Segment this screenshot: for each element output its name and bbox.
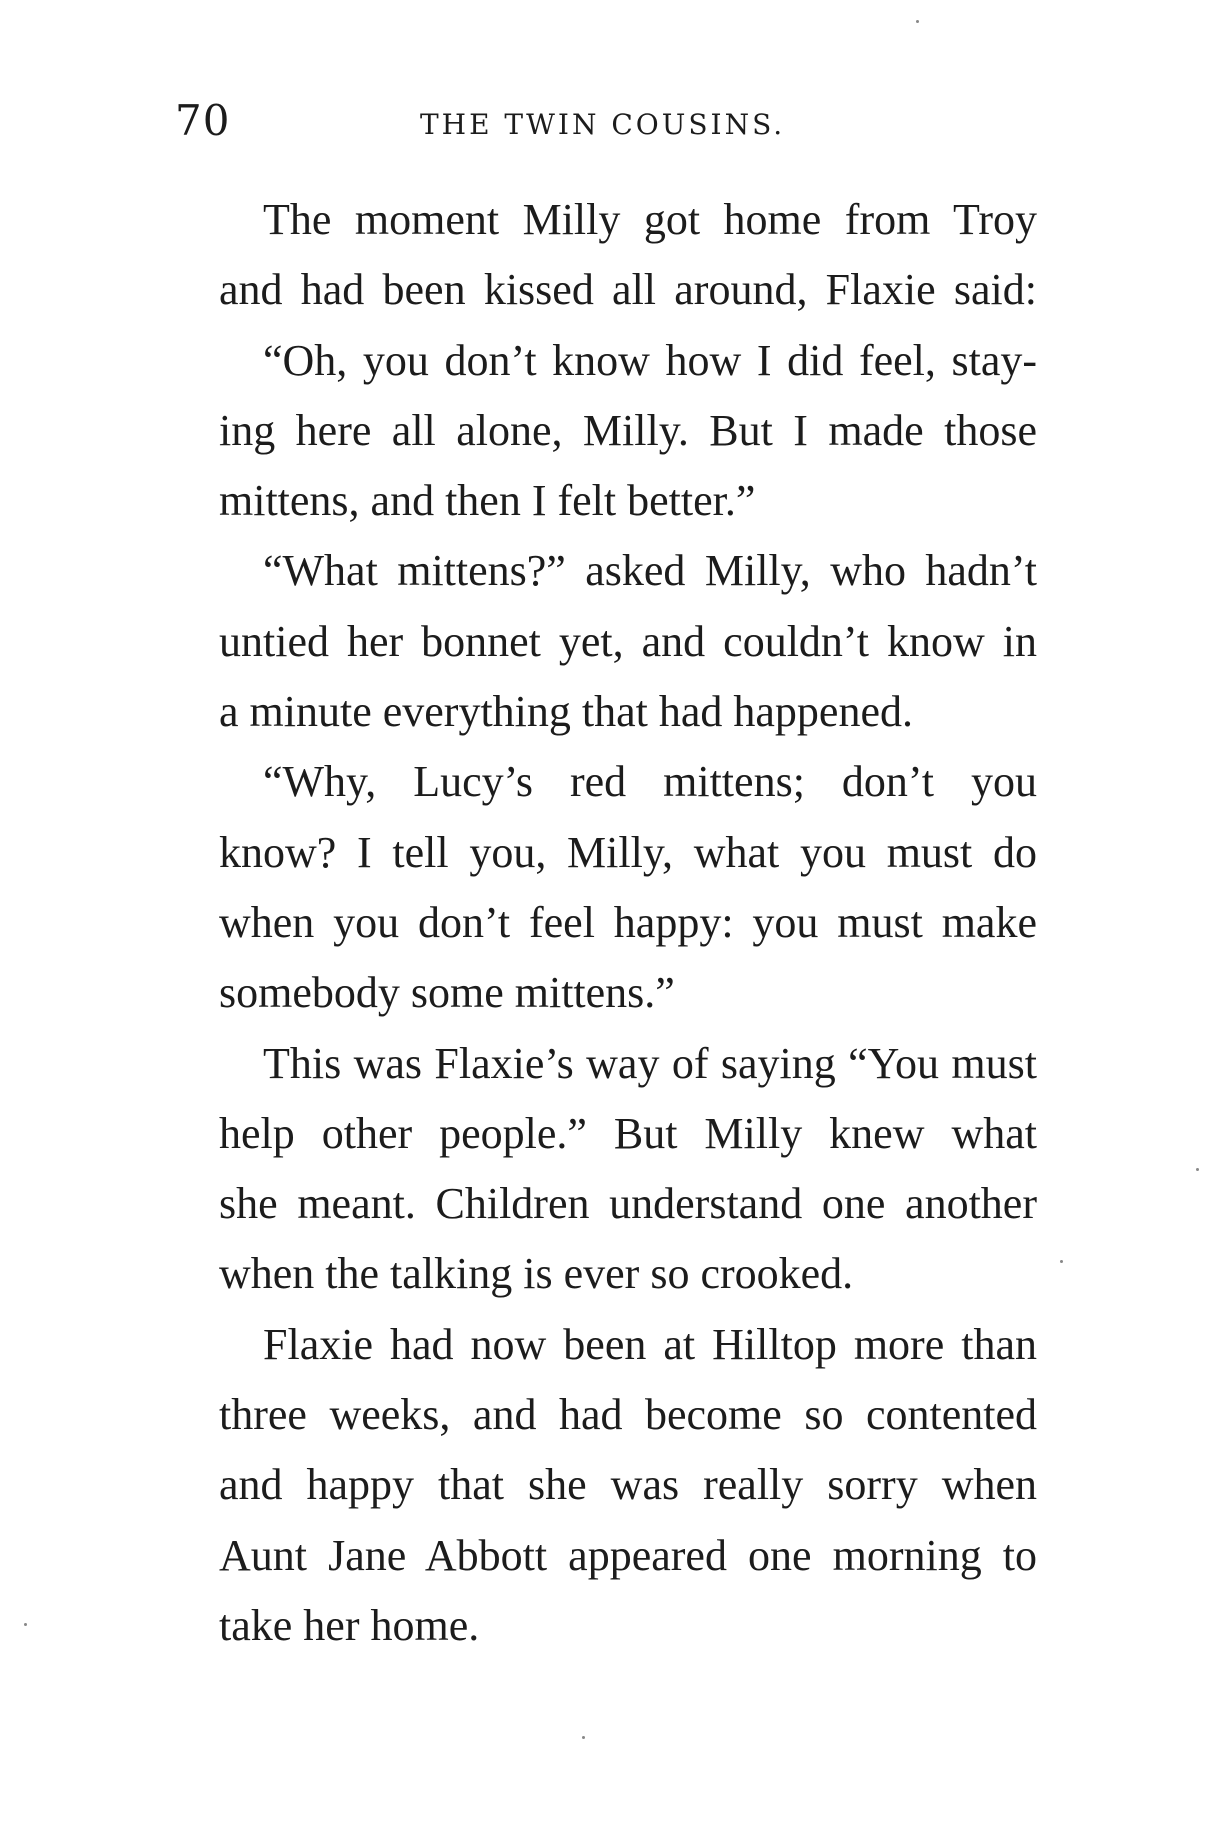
paragraph-2: [175, 326, 1037, 537]
text-line: know? I tell you, Milly, what you must do: [219, 827, 1037, 877]
paper-speck: [24, 1623, 27, 1626]
text-line: “Why, Lucy’s red mittens; don’t you: [263, 757, 1037, 807]
paper-speck: [582, 1736, 585, 1739]
body-text: [175, 185, 1037, 1661]
paragraph-3: [175, 536, 1037, 747]
text-line: Aunt Jane Abbott appeared one morning to: [219, 1530, 1037, 1580]
page-header: [175, 96, 1037, 156]
text-line: when the talking is ever so crooked.: [219, 1249, 854, 1299]
text-line: when you don’t feel happy: you must make: [219, 897, 1037, 947]
text-line: Flaxie had now been at Hilltop more than: [263, 1319, 1037, 1369]
text-line: she meant. Children understand one another: [219, 1179, 1037, 1229]
text-line: take her home.: [219, 1600, 480, 1650]
paper-speck: [1196, 1168, 1199, 1171]
paper-speck: [1060, 1260, 1063, 1263]
text-line: “What mittens?” asked Milly, who hadn’t: [263, 546, 1037, 596]
text-line: three weeks, and had become so contented: [219, 1390, 1037, 1440]
text-line: somebody some mittens.”: [219, 968, 675, 1018]
paragraph-1: [175, 185, 1037, 326]
text-line: and happy that she was really sorry when: [219, 1460, 1037, 1510]
text-line: ing here all alone, Milly. But I made those: [219, 405, 1037, 455]
text-line: This was Flaxie’s way of saying “You must: [263, 1038, 1037, 1088]
text-line: The moment Milly got home from Troy: [263, 195, 1037, 244]
text-line: help other people.” But Milly knew what: [219, 1108, 1037, 1158]
running-head: THE TWIN COUSINS.: [420, 108, 786, 141]
text-line: and had been kissed all around, Flaxie said:: [219, 265, 1037, 315]
paragraph-4: [175, 747, 1037, 1028]
paragraph-6: [175, 1310, 1037, 1661]
page-number: 70: [175, 96, 231, 145]
text-line: mittens, and then I felt better.”: [219, 476, 756, 526]
text-line: “Oh, you don’t know how I did feel, stay-: [263, 335, 1037, 385]
paper-speck: [916, 20, 919, 23]
text-line: untied her bonnet yet, and couldn’t know in: [219, 616, 1037, 666]
text-line: a minute everything that had happened.: [219, 687, 913, 737]
paragraph-5: [175, 1029, 1037, 1310]
